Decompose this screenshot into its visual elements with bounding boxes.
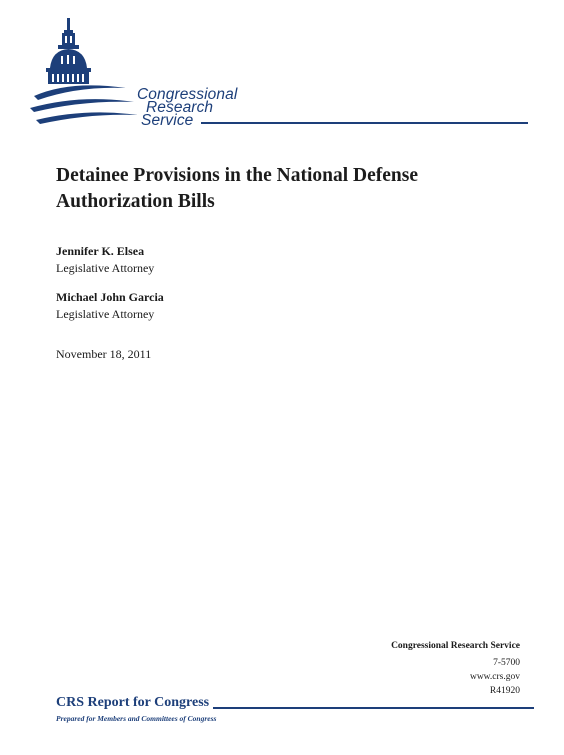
- report-title: Detainee Provisions in the National Defense Authorization Bills: [56, 165, 418, 212]
- footer-divider: [213, 707, 534, 709]
- footer-subtitle: Prepared for Members and Committees of Congress: [56, 714, 217, 723]
- author-block: [56, 243, 154, 277]
- logo-word-service: Service: [141, 112, 194, 129]
- report-number: R41920: [489, 686, 520, 696]
- author-role: Legislative Attorney: [56, 261, 155, 275]
- publisher-block: [391, 639, 520, 698]
- report-date: November 18, 2011: [56, 347, 152, 361]
- publisher-website: www.crs.gov: [469, 672, 520, 682]
- crs-logo: [0, 0, 564, 140]
- author-block: [56, 289, 164, 323]
- capitol-dome-icon: [0, 0, 564, 140]
- author-role: Legislative Attorney: [56, 307, 155, 321]
- footer-title: CRS Report for Congress: [56, 695, 210, 710]
- publisher-name: Congressional Research Service: [391, 641, 520, 651]
- publisher-phone: 7-5700: [493, 658, 520, 668]
- logo-word-congressional: Congressional: [137, 86, 238, 103]
- author-name: Michael John Garcia: [56, 290, 164, 304]
- author-name: Jennifer K. Elsea: [56, 244, 145, 258]
- logo-word-research: Research: [146, 99, 214, 116]
